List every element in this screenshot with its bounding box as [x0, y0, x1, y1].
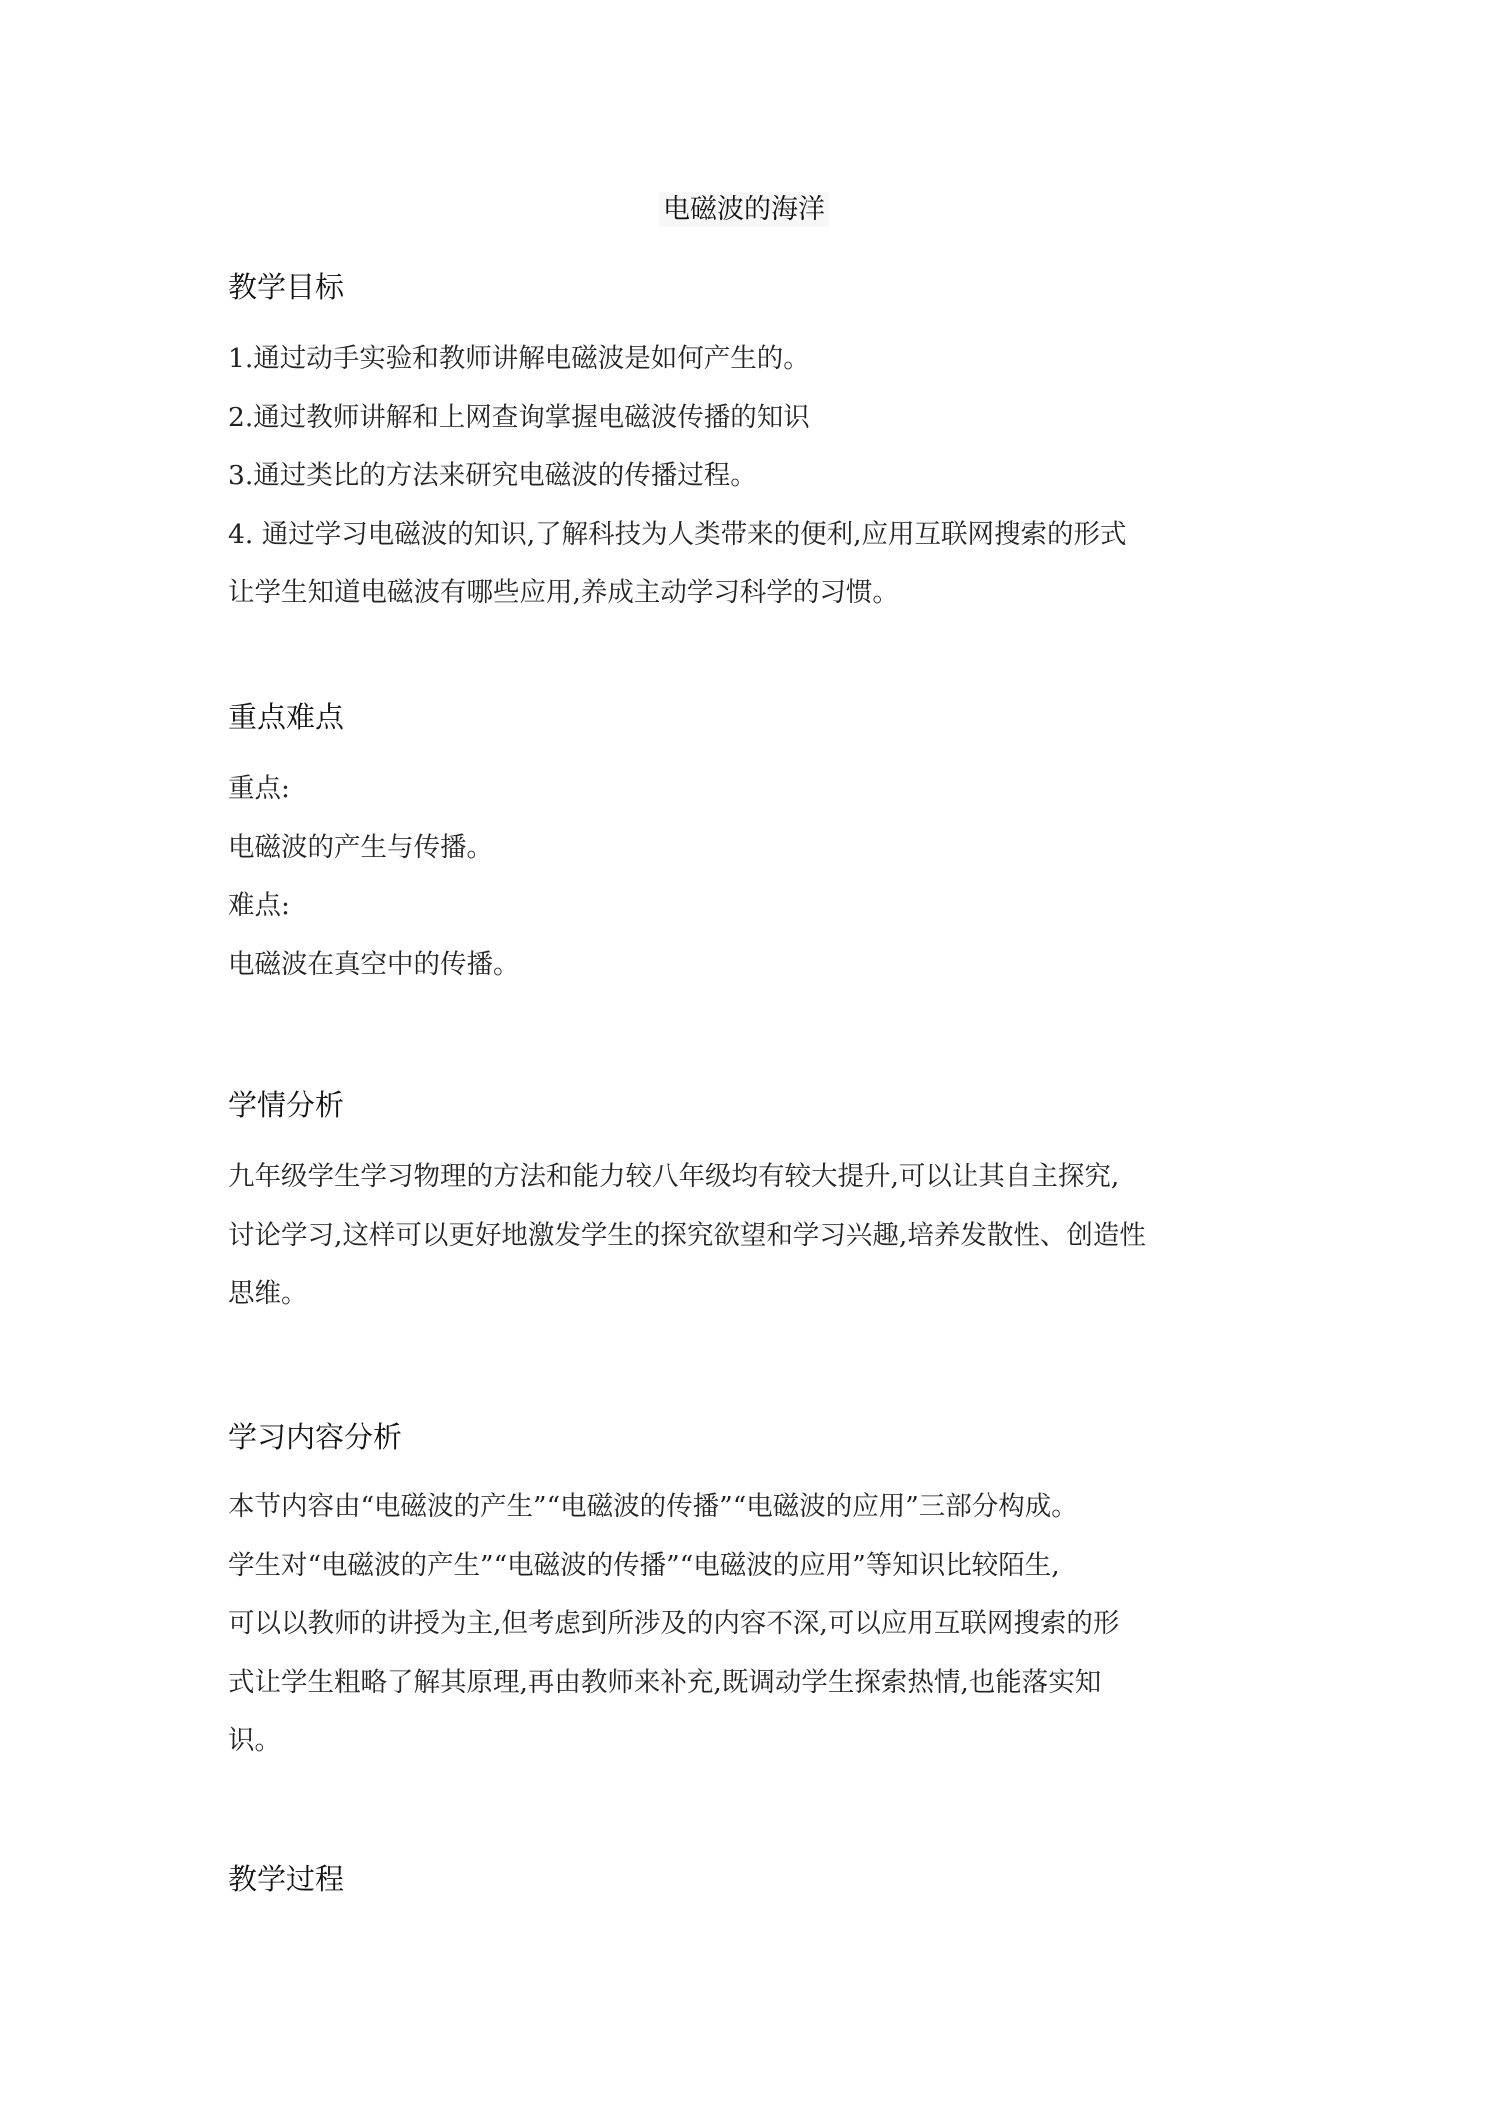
content-analysis-line: 式让学生粗略了解其原理,再由教师来补充,既调动学生探索热情,也能落实知 [228, 1666, 1102, 1698]
objectives-line: 1.通过动手实验和教师讲解电磁波是如何产生的。 [228, 343, 810, 374]
objectives-paragraph [228, 330, 1268, 623]
content-analysis-paragraph [228, 1478, 1268, 1771]
section-heading-process: 教学过程 [228, 1862, 345, 1896]
document-title [0, 192, 1488, 228]
section-heading-key-points: 重点难点 [228, 700, 345, 734]
student-analysis-line: 九年级学生学习物理的方法和能力较八年级均有较大提升,可以让其自主探究, [228, 1161, 1120, 1192]
content-analysis-line: 识。 [228, 1725, 281, 1756]
objectives-line: 4. 通过学习电磁波的知识,了解科技为人类带来的便利,应用互联网搜索的形式 [228, 518, 1127, 550]
section-heading-objectives: 教学目标 [228, 270, 345, 304]
content-analysis-line: 学生对“电磁波的产生”“电磁波的传播”“电磁波的应用”等知识比较陌生, [228, 1549, 1060, 1581]
section-heading-student-analysis: 学情分析 [228, 1088, 345, 1122]
content-analysis-line: 可以以教师的讲授为主,但考虑到所涉及的内容不深,可以应用互联网搜索的形 [228, 1608, 1120, 1639]
key-points-paragraph [228, 760, 1268, 994]
objectives-line: 3.通过类比的方法来研究电磁波的传播过程。 [228, 460, 757, 491]
student-analysis-line: 讨论学习,这样可以更好地激发学生的探究欲望和学习兴趣,培养发散性、创造性 [228, 1219, 1146, 1251]
content-analysis-line: 本节内容由“电磁波的产生”“电磁波的传播”“电磁波的应用”三部分构成。 [228, 1491, 1078, 1522]
key-points-line: 难点: [228, 890, 290, 921]
objectives-line: 2.通过教师讲解和上网查询掌握电磁波传播的知识 [228, 401, 810, 433]
key-points-line: 重点: [228, 773, 290, 804]
objectives-line: 让学生知道电磁波有哪些应用,养成主动学习科学的习惯。 [228, 577, 899, 608]
student-analysis-line: 思维。 [228, 1278, 308, 1309]
key-points-line: 电磁波的产生与传播。 [228, 831, 493, 863]
key-points-line: 电磁波在真空中的传播。 [228, 948, 520, 980]
student-analysis-paragraph [228, 1148, 1268, 1324]
document-title-text: 电磁波的海洋 [659, 192, 829, 227]
section-heading-content-analysis: 学习内容分析 [228, 1420, 403, 1454]
